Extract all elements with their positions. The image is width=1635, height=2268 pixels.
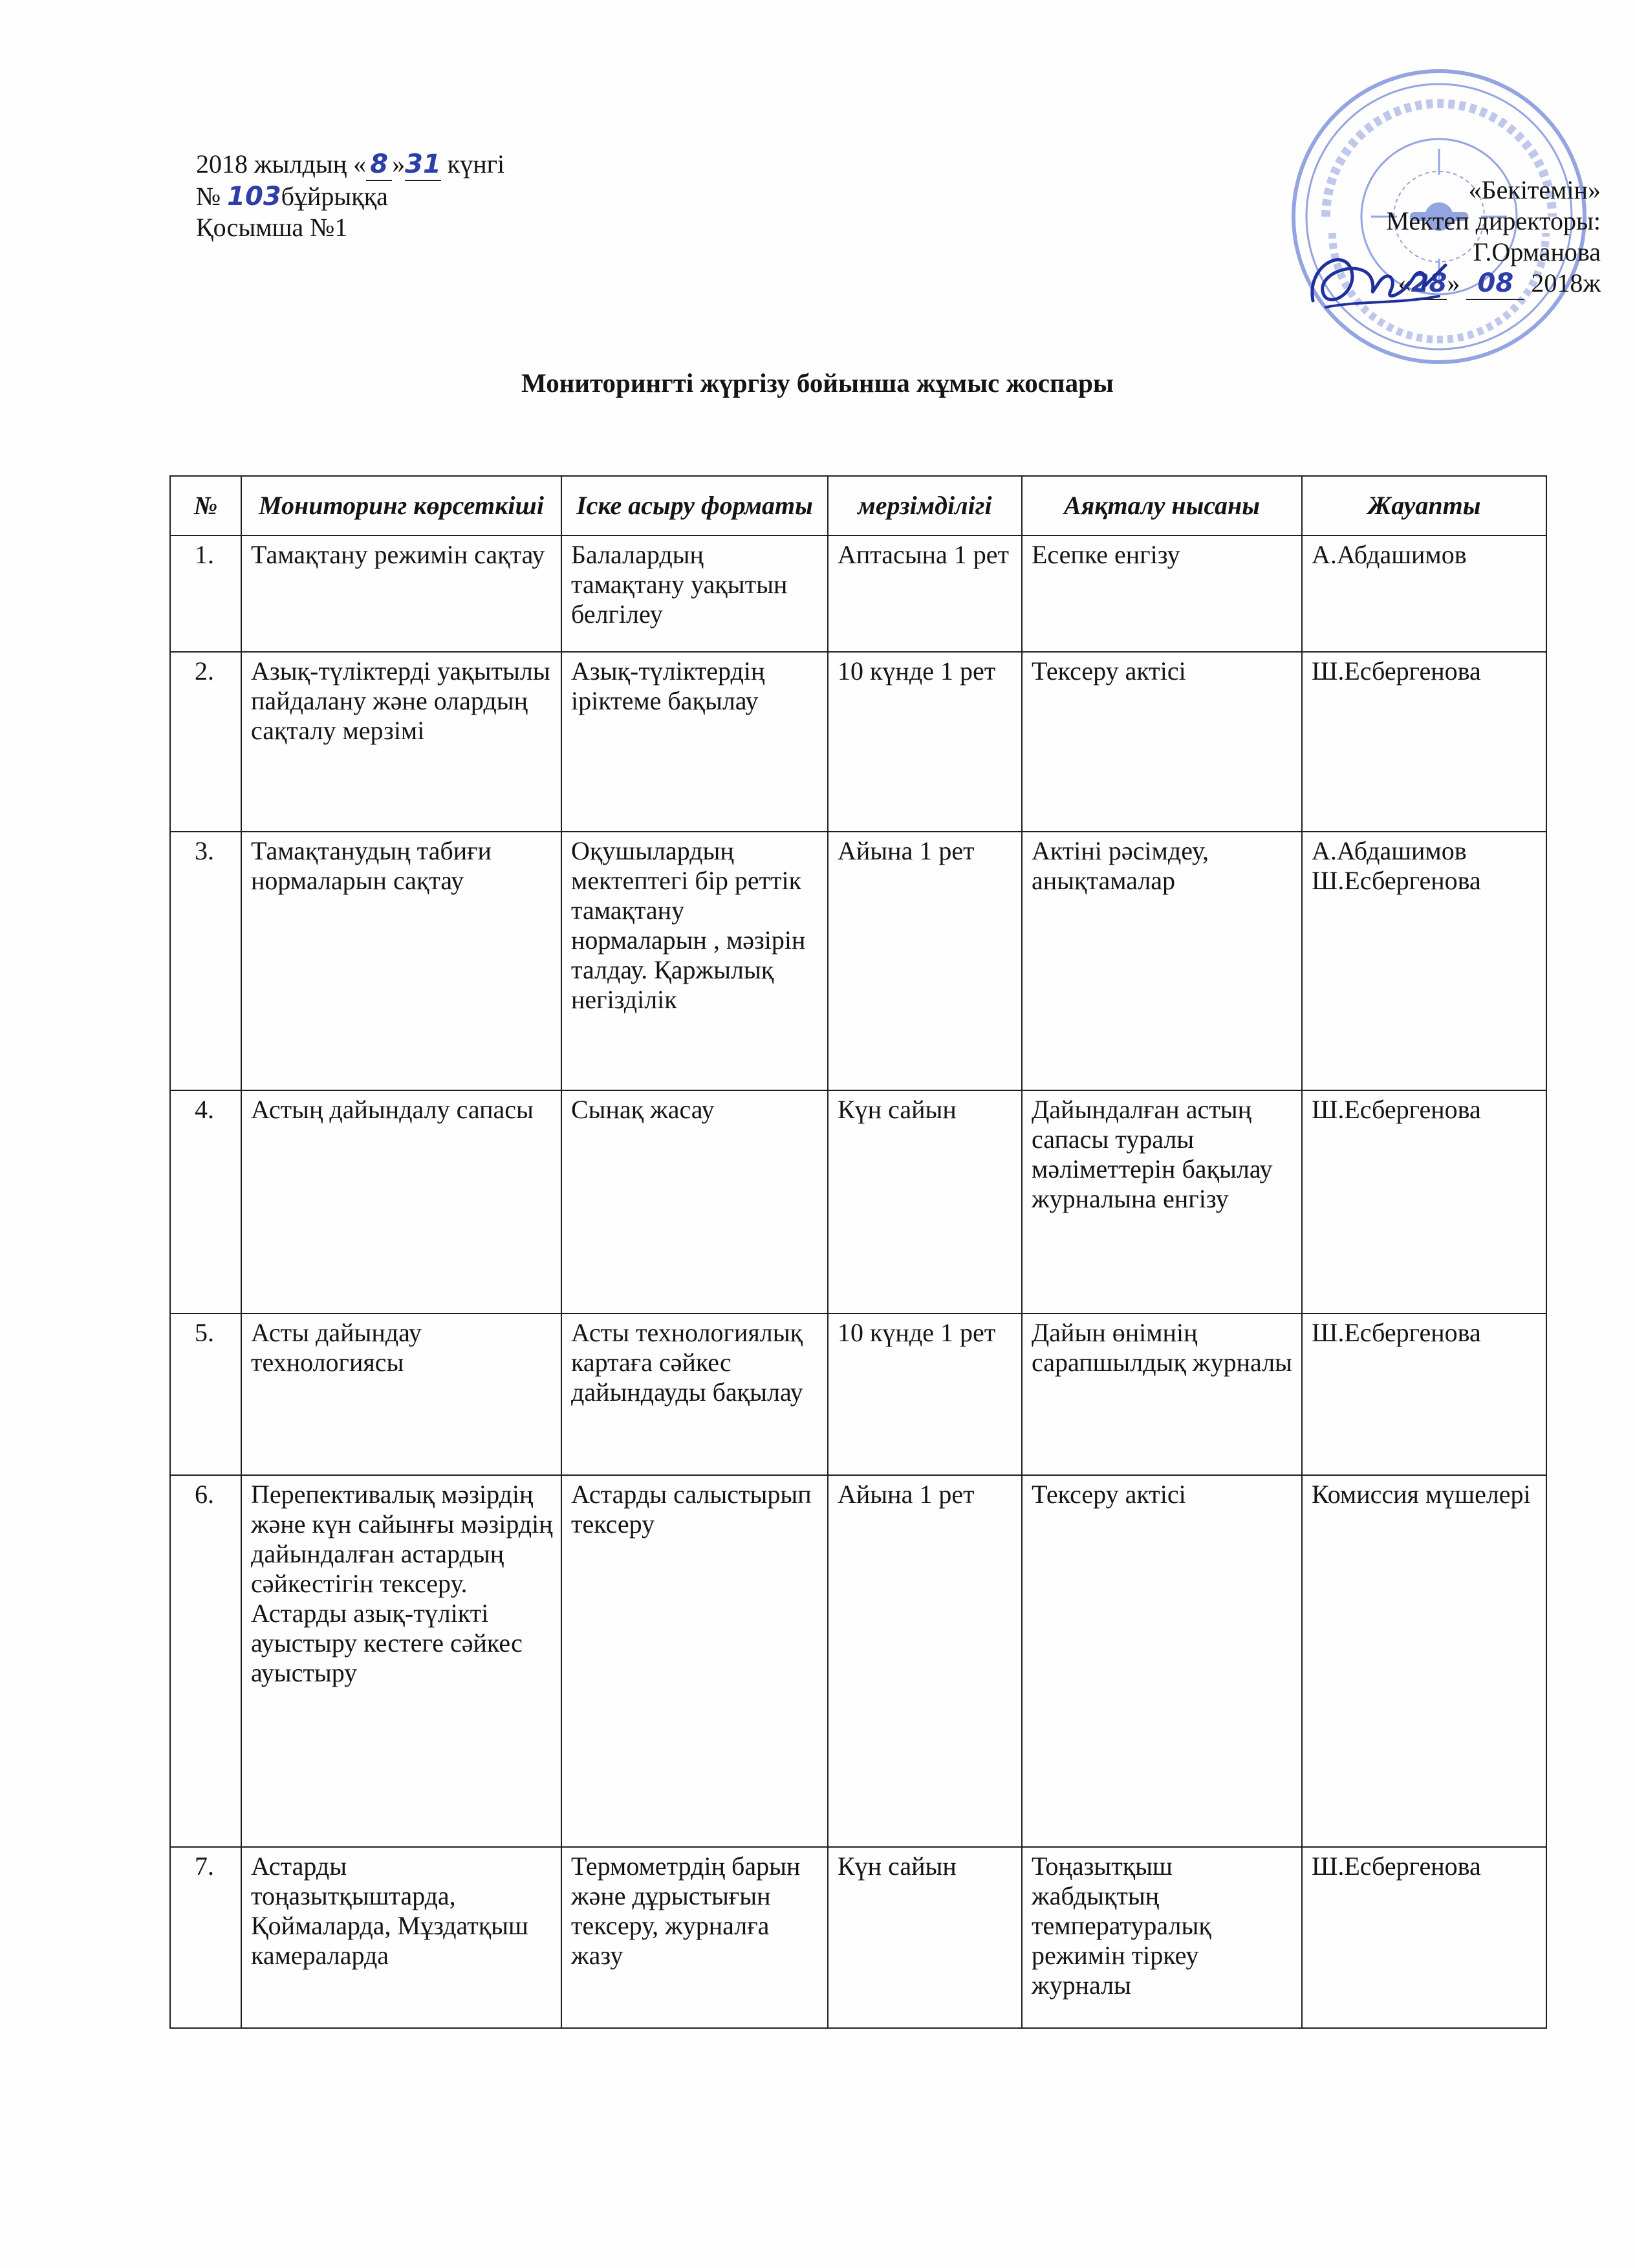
row-completion: Тексеру актісі: [1022, 1475, 1302, 1847]
table-row: [170, 652, 1546, 832]
table-header-row: [170, 476, 1546, 535]
row-responsible: Комиссия мүшелері: [1302, 1475, 1546, 1847]
row-format: Асты технологиялық картаға сәйкес дайындауды бақылау: [561, 1313, 828, 1475]
order-month-handwritten: 31: [405, 149, 441, 181]
approval-year: 2018ж: [1531, 268, 1601, 297]
row-format: Азық-түліктердің іріктеме бақылау: [561, 652, 828, 832]
row-format: Термометрдің барын және дұрыстығын тексеру, журналға жазу: [561, 1847, 828, 2028]
row-indicator: Асты дайындау технологиясы: [241, 1313, 561, 1475]
order-date-line: [196, 149, 504, 181]
row-indicator: Тамақтану режимін сақтау: [241, 535, 561, 652]
row-responsible: Ш.Есбергенова: [1302, 1847, 1546, 2028]
director-label: Мектеп директоры:: [1386, 206, 1601, 235]
row-period: 10 күнде 1 рет: [828, 1313, 1022, 1475]
appendix-line: Қосымша №1: [196, 213, 348, 242]
row-number: 1.: [170, 535, 241, 652]
row-period: Күн сайын: [828, 1090, 1022, 1313]
row-indicator: Астың дайындалу сапасы: [241, 1090, 561, 1313]
order-reference: [196, 149, 504, 243]
row-completion: Дайындалған астың сапасы туралы мәліметтерін бақылау журналына енгізу: [1022, 1090, 1302, 1313]
row-responsible: Ш.Есбергенова: [1302, 1313, 1546, 1475]
approve-label: «Бекітемін»: [1468, 175, 1601, 204]
row-period: 10 күнде 1 рет: [828, 652, 1022, 832]
row-number: 6.: [170, 1475, 241, 1847]
row-completion: Тексеру актісі: [1022, 652, 1302, 832]
table-row: [170, 1313, 1546, 1475]
header-number: №: [170, 476, 241, 535]
row-indicator: Астарды тоңазытқыштарда, Қоймаларда, Мұздатқыш камераларда: [241, 1847, 561, 2028]
header-format: Іске асыру форматы: [561, 476, 828, 535]
approval-day-handwritten: 28: [1411, 268, 1447, 300]
order-number-handwritten: 103: [227, 182, 281, 211]
document-title: Мониторингті жүргізу бойынша жұмыс жоспары: [521, 368, 1114, 398]
table-row: [170, 535, 1546, 652]
director-name: Г.Орманова: [1473, 237, 1601, 266]
header-responsible: Жауапты: [1302, 476, 1546, 535]
order-date-prefix: 2018 жылдың «: [196, 149, 367, 178]
row-completion: Тоңазытқыш жабдықтың температуралық режимін тіркеу журналы: [1022, 1847, 1302, 2028]
row-number: 5.: [170, 1313, 241, 1475]
header-indicator: Мониторинг көрсеткіші: [241, 476, 561, 535]
row-number: 7.: [170, 1847, 241, 2028]
row-period: Аптасына 1 рет: [828, 535, 1022, 652]
table-row: [170, 1847, 1546, 2028]
monitoring-plan-table-wrapper: [169, 475, 1546, 2029]
table-row: [170, 1475, 1546, 1847]
row-number: 2.: [170, 652, 241, 832]
row-format: Оқушылардың мектептегі бір реттік тамақтану нормаларын , мәзірін талдау. Қаржылық негізділік: [561, 832, 828, 1090]
row-responsible: Ш.Есбергенова: [1302, 1090, 1546, 1313]
header-period: мерзімділігі: [828, 476, 1022, 535]
row-period: Күн сайын: [828, 1847, 1022, 2028]
order-number-suffix: бұйрыққа: [281, 182, 388, 211]
order-number-prefix: №: [196, 182, 221, 211]
row-period: Айына 1 рет: [828, 832, 1022, 1090]
row-number: 4.: [170, 1090, 241, 1313]
row-period: Айына 1 рет: [828, 1475, 1022, 1847]
approval-month-handwritten: 08: [1466, 268, 1524, 300]
row-format: Астарды салыстырып тексеру: [561, 1475, 828, 1847]
order-day-handwritten: 8: [366, 149, 392, 181]
table-row: [170, 1090, 1546, 1313]
approval-date-open: «: [1398, 268, 1411, 297]
row-completion: Актіні рәсімдеу, анықтамалар: [1022, 832, 1302, 1090]
row-completion: Есепке енгізу: [1022, 535, 1302, 652]
row-responsible: А.Абдашимов Ш.Есбергенова: [1302, 832, 1546, 1090]
order-date-suffix: күнгі: [447, 149, 505, 178]
row-completion: Дайын өнімнің сарапшылдық журналы: [1022, 1313, 1302, 1475]
row-responsible: А.Абдашимов: [1302, 535, 1546, 652]
row-indicator: Перепективалық мәзірдің және күн сайынғы мәзірдің дайындалған астардың сәйкестігін тексеру. Астарды азық-түлікті ауыстыру кестеге сәйкес ауыстыру: [241, 1475, 561, 1847]
order-date-mid: »: [392, 149, 406, 178]
approval-date-close: »: [1447, 268, 1460, 297]
table-row: [170, 832, 1546, 1090]
row-indicator: Азық-түліктерді уақытылы пайдалану және олардың сақталу мерзімі: [241, 652, 561, 832]
order-number-line: [196, 181, 504, 212]
director-signature: [1300, 239, 1449, 323]
row-responsible: Ш.Есбергенова: [1302, 652, 1546, 832]
monitoring-plan-table: [169, 475, 1547, 2029]
row-format: Сынақ жасау: [561, 1090, 828, 1313]
header-completion: Аяқталу нысаны: [1022, 476, 1302, 535]
row-indicator: Тамақтанудың табиғи нормаларын сақтау: [241, 832, 561, 1090]
row-format: Балалардың тамақтану уақытын белгілеу: [561, 535, 828, 652]
row-number: 3.: [170, 832, 241, 1090]
